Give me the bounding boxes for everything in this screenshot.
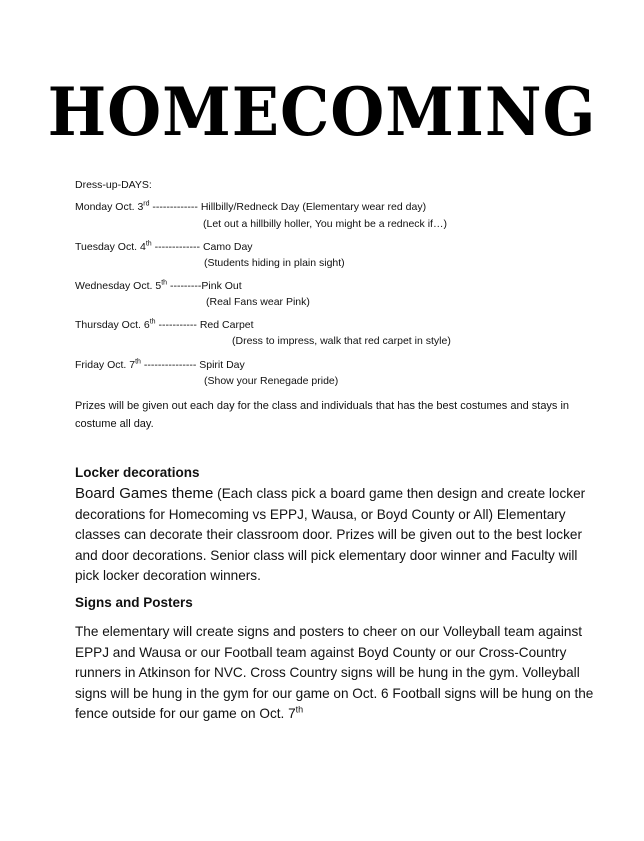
day-dashes: -------------	[149, 201, 201, 213]
day-theme: Spirit Day	[199, 359, 245, 371]
day-label: Wednesday Oct. 5	[75, 280, 162, 292]
prizes-paragraph: Prizes will be given out each day for the class and individuals that has the best costumes and stays in costume all day.	[75, 400, 570, 430]
signs-heading: Signs and Posters	[75, 595, 193, 610]
day-theme: Hillbilly/Redneck Day (Elementary wear red day)	[200, 201, 427, 213]
day-suffix: th	[161, 279, 168, 287]
day-suffix: th	[135, 358, 141, 366]
day-dashes: ---------	[167, 280, 202, 292]
day-note: (Dress to impress, walk that red carpet in style)	[232, 335, 451, 347]
day-theme: Pink Out	[201, 280, 242, 292]
day-suffix: th	[149, 318, 156, 326]
day-row	[75, 240, 253, 254]
locker-paragraph	[75, 484, 595, 587]
locker-theme-lead: Board Games theme	[75, 485, 214, 502]
day-note: (Real Fans wear Pink)	[206, 296, 310, 308]
page-title: HOMECOMING	[47, 73, 597, 151]
day-row	[75, 358, 245, 372]
day-note: (Let out a hillbilly holler, You might be a redneck if…)	[203, 218, 447, 230]
day-label: Thursday Oct. 6	[75, 319, 150, 331]
day-suffix: rd	[143, 200, 150, 208]
locker-heading: Locker decorations	[75, 465, 200, 480]
day-note: (Show your Renegade pride)	[204, 375, 339, 387]
signs-text: The elementary will create signs and posters to cheer on our Volleyball team against EPPJ and Wausa or our Football team against Boyd County or our Cross-Country runners in Atkinson for NVC. Cross Country signs will be hung in the gym. Volleyball signs will be hung in the gym for our game on Oct. 6 Football signs will be hung on the fence outside for our game on Oct. 7	[75, 624, 594, 721]
day-theme: Camo Day	[202, 241, 253, 253]
day-label: Monday Oct. 3	[75, 201, 144, 213]
signs-paragraph	[75, 622, 595, 725]
day-row	[75, 279, 242, 293]
day-row	[75, 318, 254, 332]
day-theme: Red Carpet	[199, 319, 254, 331]
day-note: (Students hiding in plain sight)	[204, 257, 345, 269]
day-suffix: th	[145, 240, 152, 248]
day-dashes: -------------	[151, 241, 203, 253]
signs-suffix: th	[295, 704, 304, 715]
dress-up-header: Dress-up-DAYS:	[75, 179, 152, 191]
day-row	[75, 200, 426, 214]
day-dashes: -----------	[155, 319, 200, 331]
day-dashes: ---------------	[140, 359, 200, 371]
day-label: Friday Oct. 7	[75, 359, 136, 371]
locker-text: (Each class pick a board game then design and create locker decorations for Homecoming vs EPPJ, Wausa, or Boyd County or All) Elementary classes can decorate their classroom door. Prizes will be given out to the best locker and door decorations. Senior class will pick elementary door winner and Faculty will pick locker decoration winners.	[75, 486, 586, 583]
day-label: Tuesday Oct. 4	[75, 241, 146, 253]
